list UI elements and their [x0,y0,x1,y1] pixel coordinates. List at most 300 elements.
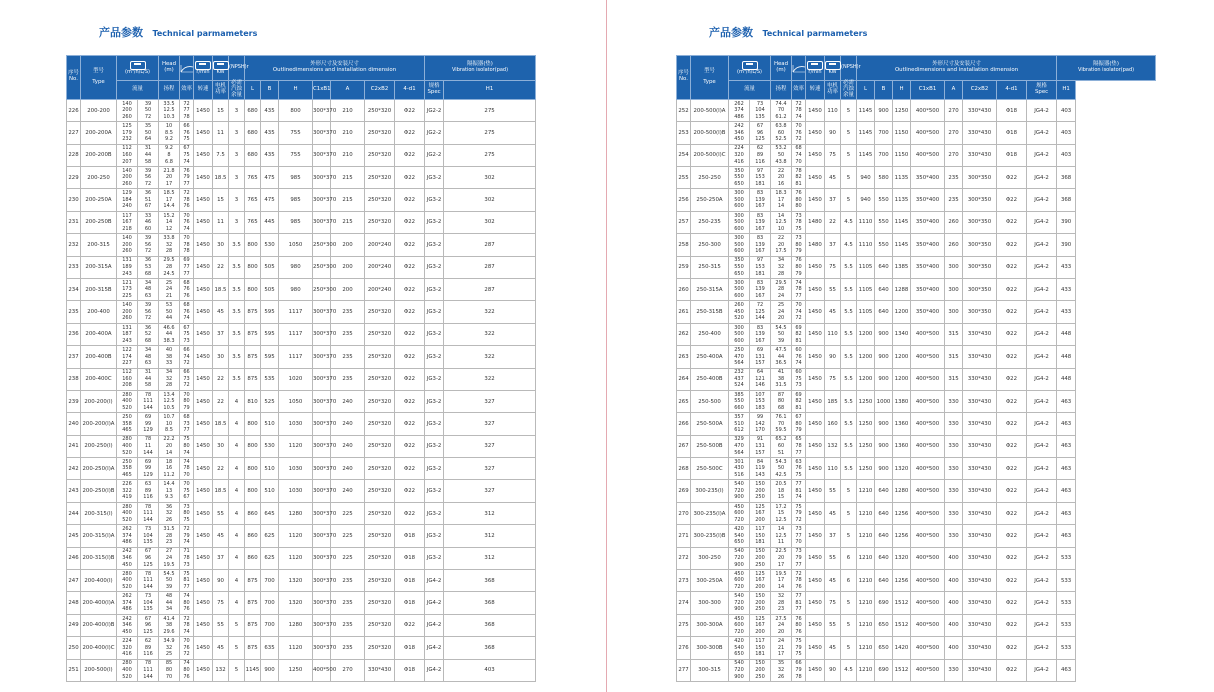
cell-H1: 312 [444,547,536,569]
cell-spec: JG2-2 [425,122,444,144]
cell-C2: 200*240 [365,278,395,300]
cell-H: 1512 [893,592,911,614]
cell-type: 200-315(I) [81,502,117,524]
cell-H1: 533 [1057,547,1076,569]
cell-h: 97 153 181 [750,256,771,278]
cell-B: 640 [875,525,893,547]
cell-no: 251 [67,659,81,681]
cell-A: 270 [945,99,963,121]
parameters-table [676,55,1156,682]
cell-C2: 330*430 [963,592,997,614]
cell-e: 53.2 50 43.8 [771,144,792,166]
cell-h: 39 56 72 [138,234,159,256]
cell-spec: JG3-2 [425,390,444,412]
cell-q: 280 400 520 [117,659,138,681]
cell-H1: 463 [1057,502,1076,524]
cell-q: 117 167 218 [117,211,138,233]
cell-d: Φ18 [395,570,425,592]
cell-C1: 300*370 [313,211,331,233]
cell-H: 1117 [279,346,313,368]
cell-H1: 390 [1057,234,1076,256]
cell-q: 540 720 900 [729,659,750,681]
header-head: Head (m) [771,56,792,81]
cell-no: 265 [677,390,691,412]
cell-L: 1105 [857,301,875,323]
cell-npsh: 5 [841,189,857,211]
cell-h: 107 153 183 [750,390,771,412]
cell-eff: 76 80 76 [792,614,806,636]
cell-eff: 70 74 72 [792,301,806,323]
cell-A: 300 [945,256,963,278]
cell-type: 200-400C [81,368,117,390]
cell-A: 240 [331,413,365,435]
table-row [67,234,536,256]
cell-H: 1320 [893,458,911,480]
cell-e: 48 44 34 [159,592,180,614]
cell-n: 1450 [194,570,213,592]
cell-q: 450 600 720 [729,502,750,524]
cell-q: 129 184 240 [117,189,138,211]
cell-H: 985 [279,189,313,211]
cell-C2: 330*430 [963,390,997,412]
cell-p: 90 [825,122,841,144]
cell-no: 232 [67,234,81,256]
cell-A: 330 [945,480,963,502]
cell-n: 1450 [806,189,825,211]
cell-B: 510 [261,413,279,435]
cell-npsh: 3.5 [229,323,245,345]
cell-B: 650 [875,637,893,659]
cell-L: 1210 [857,659,875,681]
cell-q: 262 374 486 [117,592,138,614]
cell-H1: 287 [444,256,536,278]
cell-B: 900 [875,346,893,368]
cell-C2: 250*320 [365,480,395,502]
cell-d: Φ22 [395,301,425,323]
right-page [676,0,1156,692]
cell-type: 200-315(I)A [81,525,117,547]
cell-d: Φ22 [997,346,1027,368]
header-speed-cn: 转速 [194,81,213,100]
cell-B: 640 [875,301,893,323]
cell-q: 112 160 207 [117,144,138,166]
cell-n: 1450 [194,346,213,368]
cell-C2: 330*430 [963,525,997,547]
cell-eff: 68 76 74 [180,301,194,323]
cell-spec: JG4-2 [1027,413,1057,435]
cell-C1: 400*500 [911,547,945,569]
table-row [67,547,536,569]
cell-A: 235 [331,592,365,614]
cell-npsh: 5.5 [841,458,857,480]
cell-L: 765 [245,166,261,188]
cell-B: 900 [875,435,893,457]
cell-no: 226 [67,99,81,121]
cell-H: 1320 [279,570,313,592]
cell-q: 420 540 650 [729,637,750,659]
cell-H: 1420 [893,637,911,659]
cell-type: 200-200(I) [81,390,117,412]
cell-d: Φ22 [395,211,425,233]
header-npsh-cn: 必需汽蚀余量 [229,81,245,100]
cell-h: 91 131 157 [750,435,771,457]
cell-type: 300-235(I)B [691,525,729,547]
cell-eff: 70 76 72 [792,122,806,144]
cell-H: 1117 [279,323,313,345]
table-row [677,323,1156,345]
cell-no: 246 [67,547,81,569]
cell-type: 300-235(I)A [691,502,729,524]
cell-h: 83 139 167 [750,278,771,300]
table-row [67,346,536,368]
cell-spec: JG4-2 [1027,637,1057,659]
cell-q: 540 720 900 [729,547,750,569]
cell-C1: 400*500 [911,390,945,412]
header-no: 序号 No. [67,56,81,100]
cell-H1: 433 [1057,301,1076,323]
cell-d: Φ22 [997,368,1027,390]
cell-A: 330 [945,458,963,480]
cell-npsh: 3.5 [229,301,245,323]
cell-B: 580 [875,166,893,188]
cell-spec: JG4-2 [1027,99,1057,121]
cell-A: 300 [945,278,963,300]
cell-no: 264 [677,368,691,390]
cell-C2: 250*320 [365,435,395,457]
cell-H1: 368 [444,637,536,659]
cell-no: 259 [677,256,691,278]
header-flow: (m³/h/L/S) [729,56,771,81]
cell-spec: JG4-2 [1027,301,1057,323]
table-row [67,323,536,345]
cell-H1: 327 [444,458,536,480]
cell-H: 755 [279,122,313,144]
cell-npsh: 4 [229,413,245,435]
cell-A: 270 [945,144,963,166]
cell-d: Φ18 [395,592,425,614]
cell-no: 230 [67,189,81,211]
cell-h: 150 200 250 [750,592,771,614]
cell-npsh: 5.5 [841,278,857,300]
cell-B: 445 [261,211,279,233]
cell-H: 1340 [893,323,911,345]
cell-p: 160 [825,413,841,435]
cell-npsh: 4.5 [841,659,857,681]
cell-L: 1210 [857,502,875,524]
cell-eff: 69 82 81 [792,323,806,345]
cell-d: Φ18 [395,637,425,659]
table-row [677,189,1156,211]
cell-L: 940 [857,189,875,211]
cell-npsh: 5 [841,637,857,659]
cell-eff: 72 77 78 [180,99,194,121]
cell-h: 73 104 135 [138,592,159,614]
cell-H: 1320 [893,547,911,569]
cell-e: 34 32 28 [771,256,792,278]
cell-B: 625 [261,547,279,569]
cell-e: 85 80 70 [159,659,180,681]
cell-B: 550 [875,189,893,211]
cell-C1: 300*370 [313,480,331,502]
cell-p: 75 [825,368,841,390]
cell-spec: JG4-2 [425,637,444,659]
cell-H1: 463 [1057,458,1076,480]
header-C2B2: C2xB2 [963,81,997,100]
cell-L: 1210 [857,637,875,659]
header-npsh: (NPSH)r [229,56,245,81]
cell-n: 1450 [194,144,213,166]
cell-h: 69 99 129 [138,458,159,480]
cell-no: 267 [677,435,691,457]
cell-B: 1000 [875,390,893,412]
table-row [677,144,1156,166]
cell-n: 1480 [806,234,825,256]
left-page [66,0,536,692]
cell-C1: 300*370 [313,458,331,480]
cell-npsh: 5 [841,166,857,188]
cell-p: 55 [825,614,841,636]
cell-C1: 350*400 [911,211,945,233]
header-B: B [261,81,279,100]
cell-B: 550 [875,234,893,256]
cell-H: 1135 [893,166,911,188]
cell-e: 63.8 60 52.5 [771,122,792,144]
cell-h: 36 51 67 [138,189,159,211]
cell-npsh: 4 [229,480,245,502]
cell-q: 131 189 243 [117,256,138,278]
cell-H1: 403 [444,659,536,681]
cell-p: 110 [825,99,841,121]
table-row [677,99,1156,121]
cell-no: 236 [67,323,81,345]
cell-A: 260 [945,234,963,256]
cell-no: 248 [67,592,81,614]
cell-A: 315 [945,346,963,368]
cell-eff: 70 75 67 [180,480,194,502]
cell-H1: 327 [444,480,536,502]
cell-C2: 200*240 [365,256,395,278]
table-row [677,435,1156,457]
header-eff-cn: 效率 [180,81,194,100]
cell-q: 357 510 612 [729,413,750,435]
cell-npsh: 5 [841,99,857,121]
cell-n: 1450 [806,390,825,412]
cell-npsh: 4 [229,502,245,524]
cell-H: 1200 [893,368,911,390]
cell-A: 235 [331,570,365,592]
cell-H: 1020 [279,368,313,390]
cell-n: 1450 [806,435,825,457]
cell-eff: 68 76 76 [180,278,194,300]
cell-q: 140 200 260 [117,99,138,121]
cell-C2: 250*320 [365,323,395,345]
cell-H1: 433 [1057,256,1076,278]
cell-n: 1450 [194,301,213,323]
cell-C2: 330*430 [963,502,997,524]
cell-H1: 302 [444,166,536,188]
cell-p: 30 [213,346,229,368]
cell-H: 1380 [893,390,911,412]
cell-C1: 300*370 [313,166,331,188]
cell-q: 224 320 416 [117,637,138,659]
cell-A: 235 [945,166,963,188]
cell-spec: JG4-2 [1027,525,1057,547]
cell-p: 45 [213,637,229,659]
cell-L: 1145 [245,659,261,681]
table-row [677,166,1156,188]
title-cn: 产品参数 [709,26,753,39]
cell-H: 985 [279,166,313,188]
cell-A: 330 [945,502,963,524]
cell-h: 84 119 143 [750,458,771,480]
cell-q: 300 500 600 [729,234,750,256]
cell-h: 69 131 157 [750,346,771,368]
cell-eff: 67 75 73 [180,323,194,345]
title-en: Technical parmameters [762,29,868,38]
cell-h: 117 150 181 [750,637,771,659]
cell-h: 72 125 144 [750,301,771,323]
cell-eff: 76 80 79 [792,256,806,278]
cell-C2: 250*320 [365,346,395,368]
table-row [677,502,1156,524]
cell-p: 11 [213,211,229,233]
cell-eff: 75 80 74 [180,435,194,457]
cell-p: 22 [825,211,841,233]
cell-npsh: 5.5 [841,323,857,345]
cell-e: 19.5 17 14 [771,570,792,592]
cell-type: 200-500(I)A [691,99,729,121]
header-no: 序号 No. [677,56,691,100]
cell-C1: 400*500 [911,458,945,480]
cell-C1: 300*370 [313,390,331,412]
cell-spec: JG4-2 [1027,435,1057,457]
cell-L: 875 [245,323,261,345]
cell-B: 640 [875,570,893,592]
cell-no: 275 [677,614,691,636]
cell-L: 1250 [857,413,875,435]
cell-eff: 60 76 74 [792,346,806,368]
cell-no: 272 [677,547,691,569]
cell-type: 200-250B [81,211,117,233]
cell-n: 1450 [194,525,213,547]
cell-npsh: 3.5 [229,278,245,300]
cell-p: 90 [213,570,229,592]
cell-H: 980 [279,256,313,278]
cell-B: 700 [875,144,893,166]
cell-q: 140 200 260 [117,234,138,256]
cell-q: 280 400 520 [117,570,138,592]
cell-spec: JG2-2 [425,144,444,166]
table-row [677,413,1156,435]
cell-d: Φ22 [997,458,1027,480]
cell-d: Φ22 [395,144,425,166]
cell-eff: 75 79 72 [792,502,806,524]
cell-d: Φ22 [997,637,1027,659]
cell-q: 224 320 416 [729,144,750,166]
cell-H: 1256 [893,525,911,547]
cell-B: 700 [261,614,279,636]
cell-h: 83 139 167 [750,211,771,233]
cell-L: 800 [245,256,261,278]
cell-spec: JG4-2 [1027,122,1057,144]
cell-e: 25 24 21 [159,278,180,300]
table-row [677,458,1156,480]
cell-type: 300-300A [691,614,729,636]
cell-no: 269 [677,480,691,502]
cell-d: Φ22 [997,189,1027,211]
cell-L: 680 [245,99,261,121]
cell-spec: JG2-2 [425,99,444,121]
cell-B: 510 [261,458,279,480]
cell-n: 1450 [806,368,825,390]
cell-n: 1450 [806,144,825,166]
cell-eff: 72 79 74 [180,525,194,547]
cell-type: 250-300 [691,234,729,256]
cell-d: Φ22 [997,211,1027,233]
cell-no: 239 [67,390,81,412]
cell-C2: 250*320 [365,502,395,524]
cell-no: 233 [67,256,81,278]
cell-n: 1450 [194,189,213,211]
cell-p: 185 [825,390,841,412]
cell-h: 39 56 72 [138,166,159,188]
cell-eff: 69 77 77 [180,256,194,278]
cell-C2: 250*320 [365,547,395,569]
cell-type: 200-200B [81,144,117,166]
cell-H1: 433 [1057,278,1076,300]
cell-q: 280 400 520 [117,502,138,524]
cell-A: 200 [331,278,365,300]
cell-H: 1360 [893,413,911,435]
cell-L: 800 [245,458,261,480]
cell-p: 90 [825,659,841,681]
cell-H: 1150 [893,122,911,144]
cell-C1: 250*300 [313,278,331,300]
cell-B: 900 [875,99,893,121]
cell-type: 200-315(I)B [81,547,117,569]
cell-C2: 300*350 [963,301,997,323]
cell-spec: JG4-2 [425,614,444,636]
cell-C2: 330*430 [963,144,997,166]
cell-type: 250-500A [691,413,729,435]
cell-A: 400 [945,547,963,569]
cell-q: 250 358 465 [117,413,138,435]
cell-H1: 463 [1057,435,1076,457]
cell-L: 1105 [857,256,875,278]
header-A: A [331,81,365,100]
cell-q: 280 400 520 [117,435,138,457]
cell-eff: 67 80 79 [792,413,806,435]
cell-B: 640 [875,480,893,502]
cell-eff: 77 81 77 [792,592,806,614]
cell-C1: 350*400 [911,189,945,211]
cell-d: Φ22 [997,614,1027,636]
cell-n: 1450 [194,413,213,435]
cell-B: 640 [875,547,893,569]
cell-C2: 250*320 [365,390,395,412]
cell-n: 1450 [194,99,213,121]
cell-H1: 368 [444,592,536,614]
cell-npsh: 5.5 [841,390,857,412]
cell-e: 13.4 12.5 10.5 [159,390,180,412]
cell-B: 700 [875,122,893,144]
cell-d: Φ22 [997,390,1027,412]
cell-eff: 74 78 70 [180,458,194,480]
cell-A: 400 [945,592,963,614]
cell-spec: JG3-2 [425,458,444,480]
cell-H: 1030 [279,480,313,502]
cell-spec: JG4-2 [1027,144,1057,166]
